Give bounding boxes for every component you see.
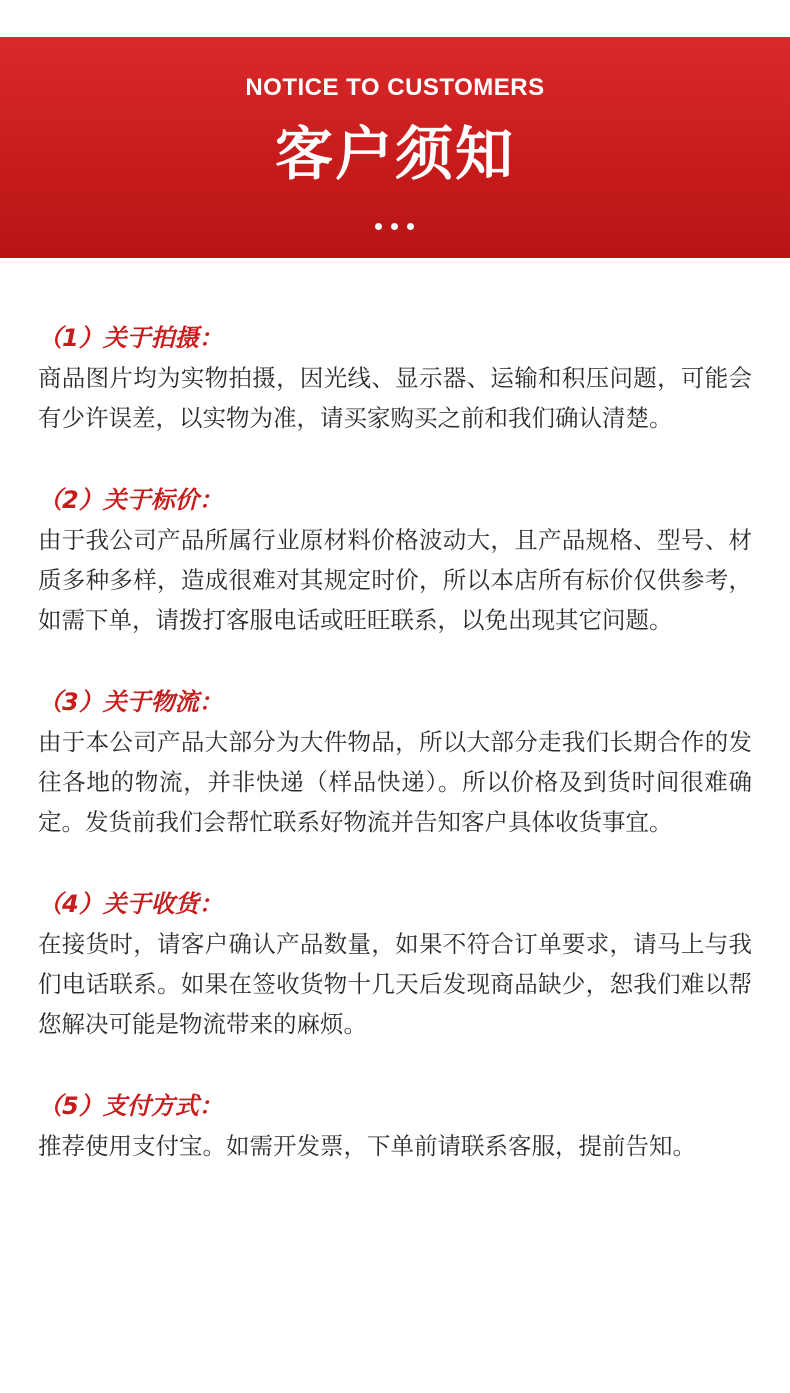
dot-icon: [391, 223, 398, 230]
section-title: （3）关于物流：: [38, 688, 223, 716]
section-title: （4）关于收货：: [38, 890, 223, 918]
section-body: 商品图片均为实物拍摄，因光线、显示器、运输和积压问题，可能会有少许误差，以实物为准，请买家购买之前和我们确认清楚。: [38, 364, 752, 432]
section-photography: [38, 318, 752, 438]
banner-title-english: NOTICE TO CUSTOMERS: [245, 74, 545, 101]
section-body: 由于本公司产品大部分为大件物品，所以大部分走我们长期合作的发往各地的物流，并非快递（样品快递）。所以价格及到货时间很难确定。发货前我们会帮忙联系好物流并告知客户具体收货事宜。: [38, 728, 752, 836]
notice-content: [38, 318, 752, 1208]
dot-icon: [375, 223, 382, 230]
section-body: 由于我公司产品所属行业原材料价格波动大，且产品规格、型号、材质多种多样，造成很难对其规定时价，所以本店所有标价仅供参考，如需下单，请拨打客服电话或旺旺联系，以免出现其它问题。: [38, 526, 752, 634]
section-logistics: [38, 682, 752, 842]
section-body: 在接货时，请客户确认产品数量，如果不符合订单要求，请马上与我们电话联系。如果在签收货物十几天后发现商品缺少，恕我们难以帮您解决可能是物流带来的麻烦。: [38, 930, 752, 1038]
dot-icon: [407, 223, 414, 230]
section-title: （5）支付方式：: [38, 1092, 223, 1120]
banner-title-chinese: 客户须知: [274, 120, 515, 188]
notice-banner: [0, 37, 790, 258]
section-title: （1）关于拍摄：: [38, 324, 223, 352]
section-body: 推荐使用支付宝。如需开发票，下单前请联系客服，提前告知。: [38, 1132, 696, 1160]
section-receiving: [38, 884, 752, 1044]
section-payment: [38, 1086, 752, 1166]
section-pricing: [38, 480, 752, 640]
decorative-dots: [375, 223, 415, 231]
section-title: （2）关于标价：: [38, 486, 223, 514]
